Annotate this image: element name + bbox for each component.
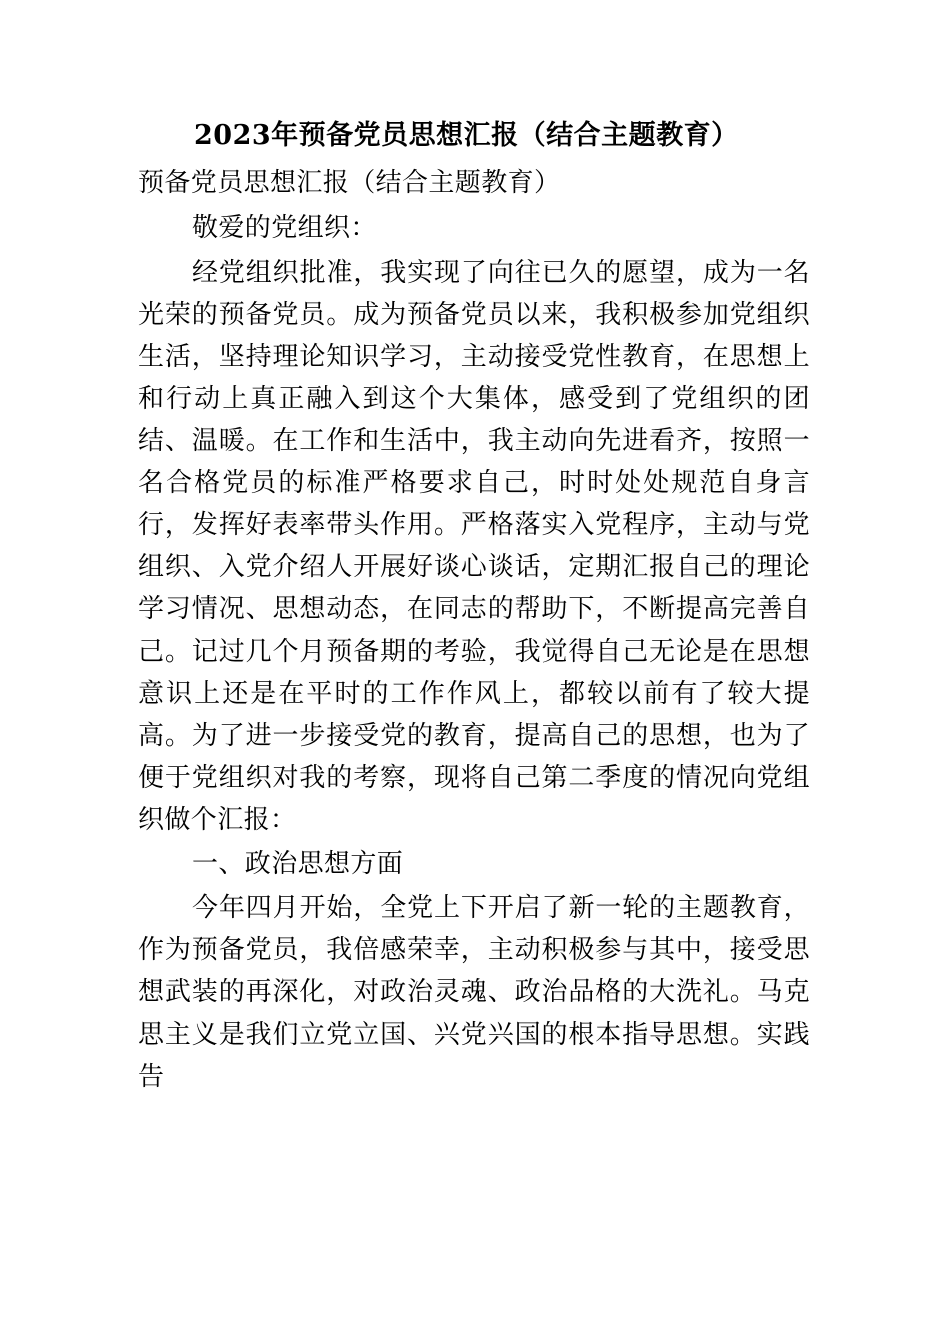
document-subtitle: 预备党员思想汇报（结合主题教育） (138, 168, 561, 199)
salutation: 敬爱的党组织： (192, 213, 377, 244)
body-paragraph-1: 经党组织批准，我实现了向往已久的愿望，成为一名光荣的预备党员。成为预备党员以来，我积极参加党组织生活，坚持理论知识学习，主动接受党性教育，在思想上和行动上真正融入到这个大集体，感受到了党组织的团结、温暖。在工作和生活中，我主动向先进看齐，按照一名合格党员的标准严格要求自己，时时处处规范自身言行，发挥好表率带头作用。严格落实入党程序，主动与党组织、入党介绍人开展好谈心谈话，定期汇报自己的理论学习情况、思想动态，在同志的帮助下，不断提高完善自己。记过几个月预备期的考验，我觉得自己无论是在思想意识上还是在平时的工作作风上，都较以前有了较大提高。为了进一步接受党的教育，提高自己的思想，也为了便于党组织对我的考察，现将自己第二季度的情况向党组织做个汇报： (138, 257, 810, 835)
section-heading-1: 一、政治思想方面 (192, 849, 404, 880)
body-paragraph-2: 今年四月开始，全党上下开启了新一轮的主题教育，作为预备党员，我倍感荣幸，主动积极参与其中，接受思想武装的再深化，对政治灵魂、政治品格的大洗礼。马克思主义是我们立党立国、兴党兴国的根本指导思想。实践告 (138, 893, 810, 1092)
page-title: 2023年预备党员思想汇报（结合主题教育） (194, 120, 739, 151)
